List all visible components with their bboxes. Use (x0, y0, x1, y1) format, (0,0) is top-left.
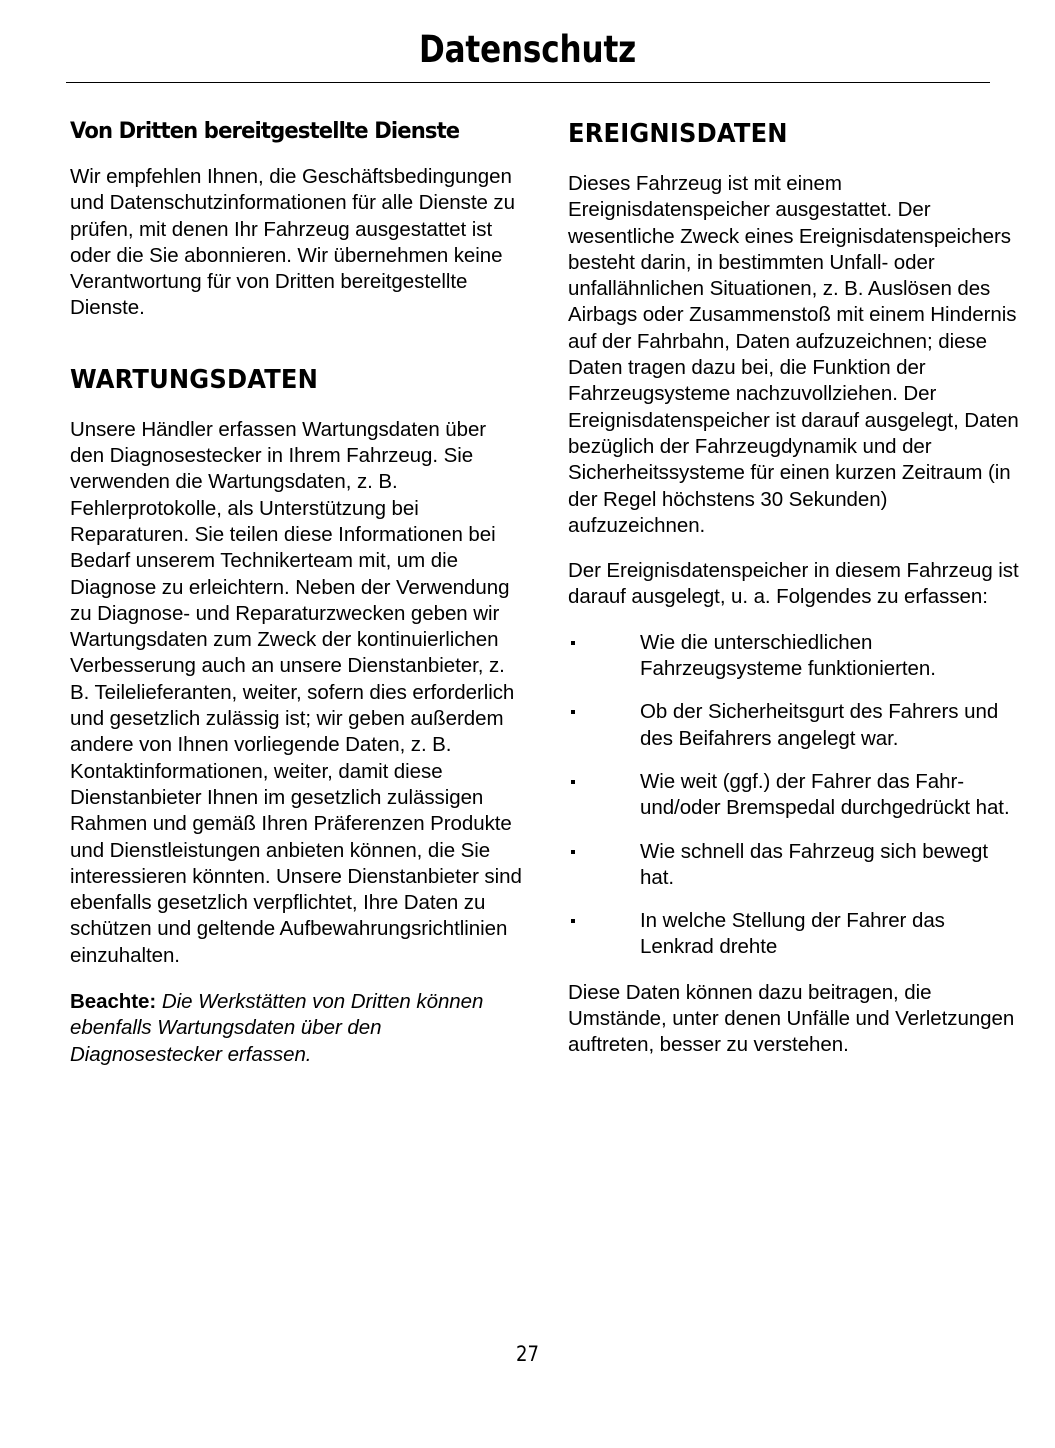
page-header (0, 0, 1055, 92)
list-item (568, 839, 1020, 892)
bullet-icon (571, 641, 575, 645)
bullet-icon (571, 780, 575, 784)
list-item (568, 769, 1020, 822)
bullet-icon (571, 710, 575, 714)
list-item-label: Wie weit (ggf.) der Fahrer das Fahr- und/oder Bremspedal durchgedrückt hat. (640, 769, 1010, 820)
note-text: Die Werkstätten von Dritten können ebenfalls Wartungsdaten über den Diagnosestecker erfassen. (70, 990, 484, 1066)
note-beachte (70, 989, 522, 1068)
section-heading-ereignisdaten: EREIGNISDATEN (568, 119, 788, 149)
paragraph-ereignisdaten-1: Dieses Fahrzeug ist mit einem Ereignisdatenspeicher ausgestattet. Der wesentliche Zweck eines Ereignisdatenspeichers besteht darin, in bestimmten Unfall- oder unfallähnlichen Situationen, z. B. Auslösen des Airbags oder Zusammenstoß mit einem Hindernis auf der Fahrbahn, Daten aufzuzeichnen; diese Daten tragen dazu bei, die Funktion der Fahrzeugsysteme nachzuvollziehen. Der Ereignisdatenspeicher ist darauf ausgelegt, Daten bezüglich der Fahrzeugdynamik und der Sicherheitssysteme für einen kurzen Zeitraum (in der Regel höchstens 30 Sekunden) aufzuzeichnen. (568, 172, 1019, 537)
note-label: Beachte: (70, 990, 157, 1014)
header-divider (66, 82, 990, 83)
page-number: 27 (515, 1342, 539, 1366)
section-heading-wartungsdaten: WARTUNGSDATEN (70, 364, 319, 395)
subheading-third-party-services: Von Dritten bereitgestellte Dienste (70, 119, 460, 144)
paragraph-ereignisdaten-3: Diese Daten können dazu beitragen, die Umstände, unter denen Unfälle und Verletzungen auftreten, besser zu verstehen. (568, 980, 1015, 1057)
bullet-icon (571, 919, 575, 923)
paragraph-wartungsdaten: Unsere Händler erfassen Wartungsdaten über den Diagnosestecker in Ihrem Fahrzeug. Sie verwenden die Wartungsdaten, z. B. Fehlerprotokolle, als Unterstützung bei Reparaturen. Sie teilen diese Informationen bei Bedarf unserem Technikerteam mit, um die Diagnose zu erleichtern. Neben der Verwendung zu Diagnose- und Reparaturzwecken geben wir Wartungsdaten zum Zweck der kontinuierlichen Verbesserung auch an unsere Dienstanbieter, z. B. Teilelieferanten, weiter, sofern dies erforderlich und gesetzlich zulässig ist; wir geben außerdem andere von Ihnen vorliegende Daten, z. B. Kontaktinformationen, weiter, damit diese Dienstanbieter Ihnen im gesetzlich zulässigen Rahmen und gemäß Ihren Präferenzen Produkte und Dienstleistungen anbieten können, die Sie interessieren könnten. Unsere Dienstanbieter sind ebenfalls gesetzlich verpflichtet, Ihre Daten zu schützen und geltende Aufbewahrungsrichtlinien einzuhalten. (70, 417, 522, 967)
right-column (568, 118, 1020, 1059)
list-item-label: Wie schnell das Fahrzeug sich bewegt hat. (640, 839, 989, 889)
left-column (70, 118, 522, 1068)
paragraph-ereignisdaten-2: Der Ereignisdatenspeicher in diesem Fahrzeug ist darauf ausgelegt, u. a. Folgendes zu erfassen: (568, 559, 1019, 609)
list-item-label: In welche Stellung der Fahrer das Lenkrad drehte (640, 909, 945, 959)
page-title: Datenschutz (418, 28, 637, 71)
list-item (568, 908, 1020, 961)
list-item-label: Wie die unterschiedlichen Fahrzeugsysteme funktionierten. (640, 630, 936, 681)
list-item (568, 630, 1020, 683)
bullet-icon (571, 850, 575, 854)
paragraph-third-party-services: Wir empfehlen Ihnen, die Geschäftsbedingungen und Datenschutzinformationen für alle Dienste zu prüfen, mit denen Ihr Fahrzeug ausgestattet ist oder die Sie abonnieren. Wir übernehmen keine Verantwortung für von Dritten bereitgestellte Dienste. (70, 165, 515, 320)
list-item-label: Ob der Sicherheitsgurt des Fahrers und des Beifahrers angelegt war. (640, 700, 999, 750)
list-item (568, 699, 1020, 752)
ereignisdaten-bullet-list (568, 630, 1020, 961)
